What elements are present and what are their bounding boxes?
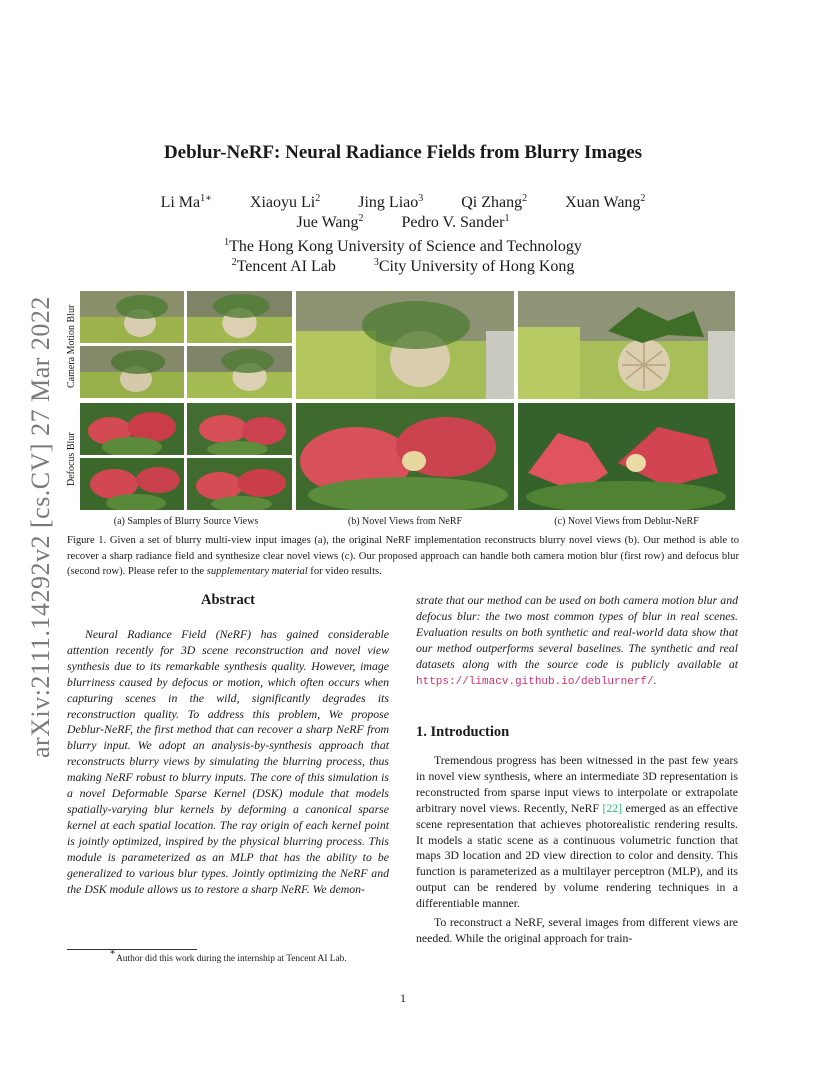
blurry-source-image: [80, 346, 184, 398]
introduction-body: Tremendous progress has been witnessed in the past few years in novel view synthesis, where an intermediate 3D representation is reconstructed from sparse input views to interpolate or extrapolate arbitrary novel views. Recently, NeRF [22] emerged as an effective scene representation that achieves photorealistic rendering results. It models a static scene as a continuous volumetric function that maps 3D location and 2D view direction to color and density. This function is parameterized as a multilayer perceptron (MLP), and its output can be rendered by volume rendering techniques in a differentiable manner. To reconstruct a NeRF, several images from different views are needed. While the original approach for train-: [416, 753, 738, 945]
nerf-novel-view-defocus: [296, 403, 514, 510]
author: Xiaoyu Li$^2$: [249, 193, 321, 211]
arxiv-stamp-text: arXiv:2111.14292v2 [cs.CV] 27 Mar 2022: [26, 296, 55, 758]
abstract-continued: strate that our method can be used on both camera motion blur and defocus blur: the two most common types of blur in real scenes. Evaluation results on both synthetic and real-world data show that our method outperforms several baselines. The synthetic and real datasets along with the source code is publicly available at https://limacv.github.io/deblurnerf/.: [416, 593, 738, 688]
subfigure-label-b: (b) Novel Views from NeRF: [347, 516, 463, 527]
affiliation-line-1: $^1$The Hong Kong University of Science and Technology: [224, 237, 582, 255]
section-heading-introduction: 1. Introduction: [416, 724, 510, 740]
blurry-source-image: [187, 403, 292, 455]
authors-line-1: [0, 194, 806, 212]
figure-caption: Figure 1. Given a set of blurry multi-view input images (a), the original NeRF implementation reconstructs blurry novel views (b). Our method is able to recover a sharp radiance field and synthesize clear novel views (c). Our proposed approach can handle both camera motion blur (first row) and defocus blur (second row). Please refer to the supplementary material for video results.: [67, 535, 739, 577]
citation-link[interactable]: [22]: [602, 800, 623, 815]
subfigure-label-a: (a) Samples of Blurry Source Views: [113, 516, 259, 527]
footnote-rule: [67, 949, 197, 950]
author: Li $Ma^{1∗}$: [160, 193, 212, 211]
paper-title: Deblur-NeRF: Neural Radiance Fields from Blurry Images: [163, 142, 643, 163]
author: Qi Zhang$^2$: [461, 193, 528, 211]
dataset-link[interactable]: https://limacv.github.io/deblurnerf/: [416, 675, 654, 688]
row-label-motion: Camera Motion Blur: [66, 304, 77, 388]
blurry-source-image: [80, 291, 184, 343]
author: Pedro V. Sander$^1$: [401, 213, 510, 231]
author: Xuan Wang$^2$: [565, 193, 646, 211]
footnote: ∗Author did this work during the internship at Tencent AI Lab.: [109, 947, 347, 964]
blurry-source-image: [187, 291, 292, 343]
author: Jing Liao$^3$: [358, 193, 424, 211]
affiliation-line-2: $^2$Tencent AI Lab $^3$City University of Hong Kong: [231, 257, 575, 275]
authors-line-2: [0, 214, 806, 232]
arxiv-stamp: [20, 280, 60, 760]
nerf-novel-view-motion: [296, 291, 514, 399]
abstract-heading: Abstract: [201, 592, 255, 608]
deblur-nerf-novel-view-defocus: [518, 403, 735, 510]
abstract-body: Neural Radiance Field (NeRF) has gained considerable attention recently for 3D scene reconstruction and novel view synthesis due to its remarkable synthesis quality. However, image blurriness caused by defocus or motion, which often occurs when capturing scenes in the wild, significantly degrades its reconstruction quality. To address this problem, We propose Deblur-NeRF, the first method that can recover a sharp NeRF from blurry input. We adopt an analysis-by-synthesis approach that reconstructs blurry views by simulating the blurring process, thus making NeRF robust to blurry inputs. The core of this simulation is a novel Deformable Sparse Kernel (DSK) module that models spatially-varying blur kernels by deforming a canonical sparse kernel at each spatial location. The ray origin of each kernel point is jointly optimized, inspired by the physical blurring process. This module is parameterized as an MLP that has the ability to be generalized to various blur types. Jointly optimizing the NeRF and the DSK module allows us to restore a sharp NeRF. We demon-: [67, 627, 389, 896]
subfigure-label-c: (c) Novel Views from Deblur-NeRF: [554, 516, 699, 527]
deblur-nerf-novel-view-motion: [518, 291, 735, 399]
blurry-source-image: [80, 458, 184, 510]
teaser-figure: [62, 288, 737, 533]
row-label-defocus: Defocus Blur: [66, 432, 77, 486]
blurry-source-image: [187, 458, 292, 510]
blurry-source-image: [80, 403, 184, 455]
page-number: 1: [400, 991, 406, 1005]
blurry-source-image: [187, 346, 292, 398]
author: Jue Wang$^2$: [296, 213, 364, 231]
